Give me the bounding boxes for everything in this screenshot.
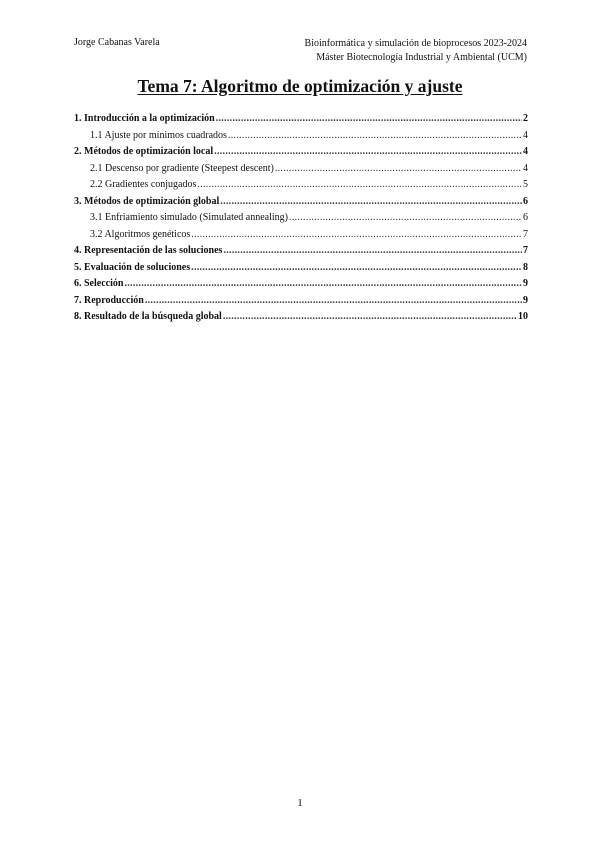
toc-dot-leader <box>220 194 522 211</box>
toc-dot-leader <box>145 293 522 310</box>
toc-entry-page: 8 <box>523 261 528 273</box>
toc-entry-label: 5. Evaluación de soluciones <box>74 261 191 273</box>
toc-entry-3-1[interactable] <box>74 210 528 227</box>
toc-entry-2-1[interactable] <box>74 161 528 178</box>
document-title: Tema 7: Algoritmo de optimización y ajuste <box>137 76 463 96</box>
toc-entry-page: 6 <box>523 195 528 207</box>
table-of-contents <box>74 111 528 326</box>
toc-entry-6[interactable] <box>74 276 528 293</box>
toc-entry-label: 4. Representación de las soluciones <box>74 245 223 256</box>
toc-entry-label: 1.1 Ajuste por mínimos cuadrados <box>90 129 227 141</box>
toc-entry-label: 2. Métodos de optimización local <box>74 146 214 157</box>
header-course: Bioinformática y simulación de bioprocesos 2023-2024 <box>304 38 527 49</box>
toc-entry-page: 7 <box>523 228 528 240</box>
toc-entry-page: 5 <box>523 179 528 190</box>
toc-entry-1-1[interactable] <box>74 128 528 145</box>
toc-entry-label: 2.2 Gradientes conjugados <box>90 179 197 190</box>
toc-dot-leader <box>228 128 522 145</box>
toc-entry-1[interactable] <box>74 111 528 128</box>
toc-entry-label: 7. Reproducción <box>74 294 144 306</box>
toc-entry-8[interactable] <box>74 309 528 326</box>
toc-entry-2-2[interactable] <box>74 177 528 194</box>
toc-entry-page: 7 <box>523 245 528 256</box>
toc-entry-page: 4 <box>523 162 528 174</box>
toc-entry-label: 3. Métodos de optimización global <box>74 195 220 207</box>
toc-entry-page: 4 <box>523 129 528 141</box>
toc-entry-label: 3.2 Algoritmos genéticos <box>90 228 191 240</box>
toc-entry-label: 3.1 Enfriamiento simulado (Simulated annealing) <box>90 212 289 223</box>
toc-dot-leader <box>191 227 522 244</box>
toc-entry-label: 1. Introducción a la optimización <box>74 113 215 124</box>
toc-entry-page: 9 <box>523 294 528 306</box>
header-course-info <box>305 37 527 65</box>
toc-dot-leader <box>197 177 522 194</box>
toc-entry-3[interactable] <box>74 194 528 211</box>
toc-entry-2[interactable] <box>74 144 528 161</box>
toc-entry-label: 2.1 Descenso por gradiente (Steepest descent) <box>90 162 274 174</box>
toc-dot-leader <box>289 210 522 227</box>
header-author: Jorge Cabanas Varela <box>74 37 160 48</box>
header-program: Máster Biotecnología Industrial y Ambiental (UCM) <box>316 52 527 63</box>
toc-entry-page: 10 <box>518 311 528 322</box>
toc-entry-label: 6. Selección <box>74 278 124 289</box>
toc-entry-label: 8. Resultado de la búsqueda global <box>74 311 222 322</box>
toc-entry-4[interactable] <box>74 243 528 260</box>
toc-entry-page: 4 <box>523 146 528 157</box>
toc-entry-7[interactable] <box>74 293 528 310</box>
toc-dot-leader <box>214 144 522 161</box>
toc-dot-leader <box>216 111 522 128</box>
toc-dot-leader <box>223 309 517 326</box>
toc-dot-leader <box>191 260 522 277</box>
toc-entry-page: 2 <box>523 113 528 124</box>
toc-entry-page: 6 <box>523 212 528 223</box>
toc-dot-leader <box>275 161 522 178</box>
toc-dot-leader <box>124 276 522 293</box>
toc-entry-5[interactable] <box>74 260 528 277</box>
toc-entry-3-2[interactable] <box>74 227 528 244</box>
toc-entry-page: 9 <box>523 278 528 289</box>
page-number: 1 <box>297 797 303 809</box>
toc-dot-leader <box>223 243 522 260</box>
